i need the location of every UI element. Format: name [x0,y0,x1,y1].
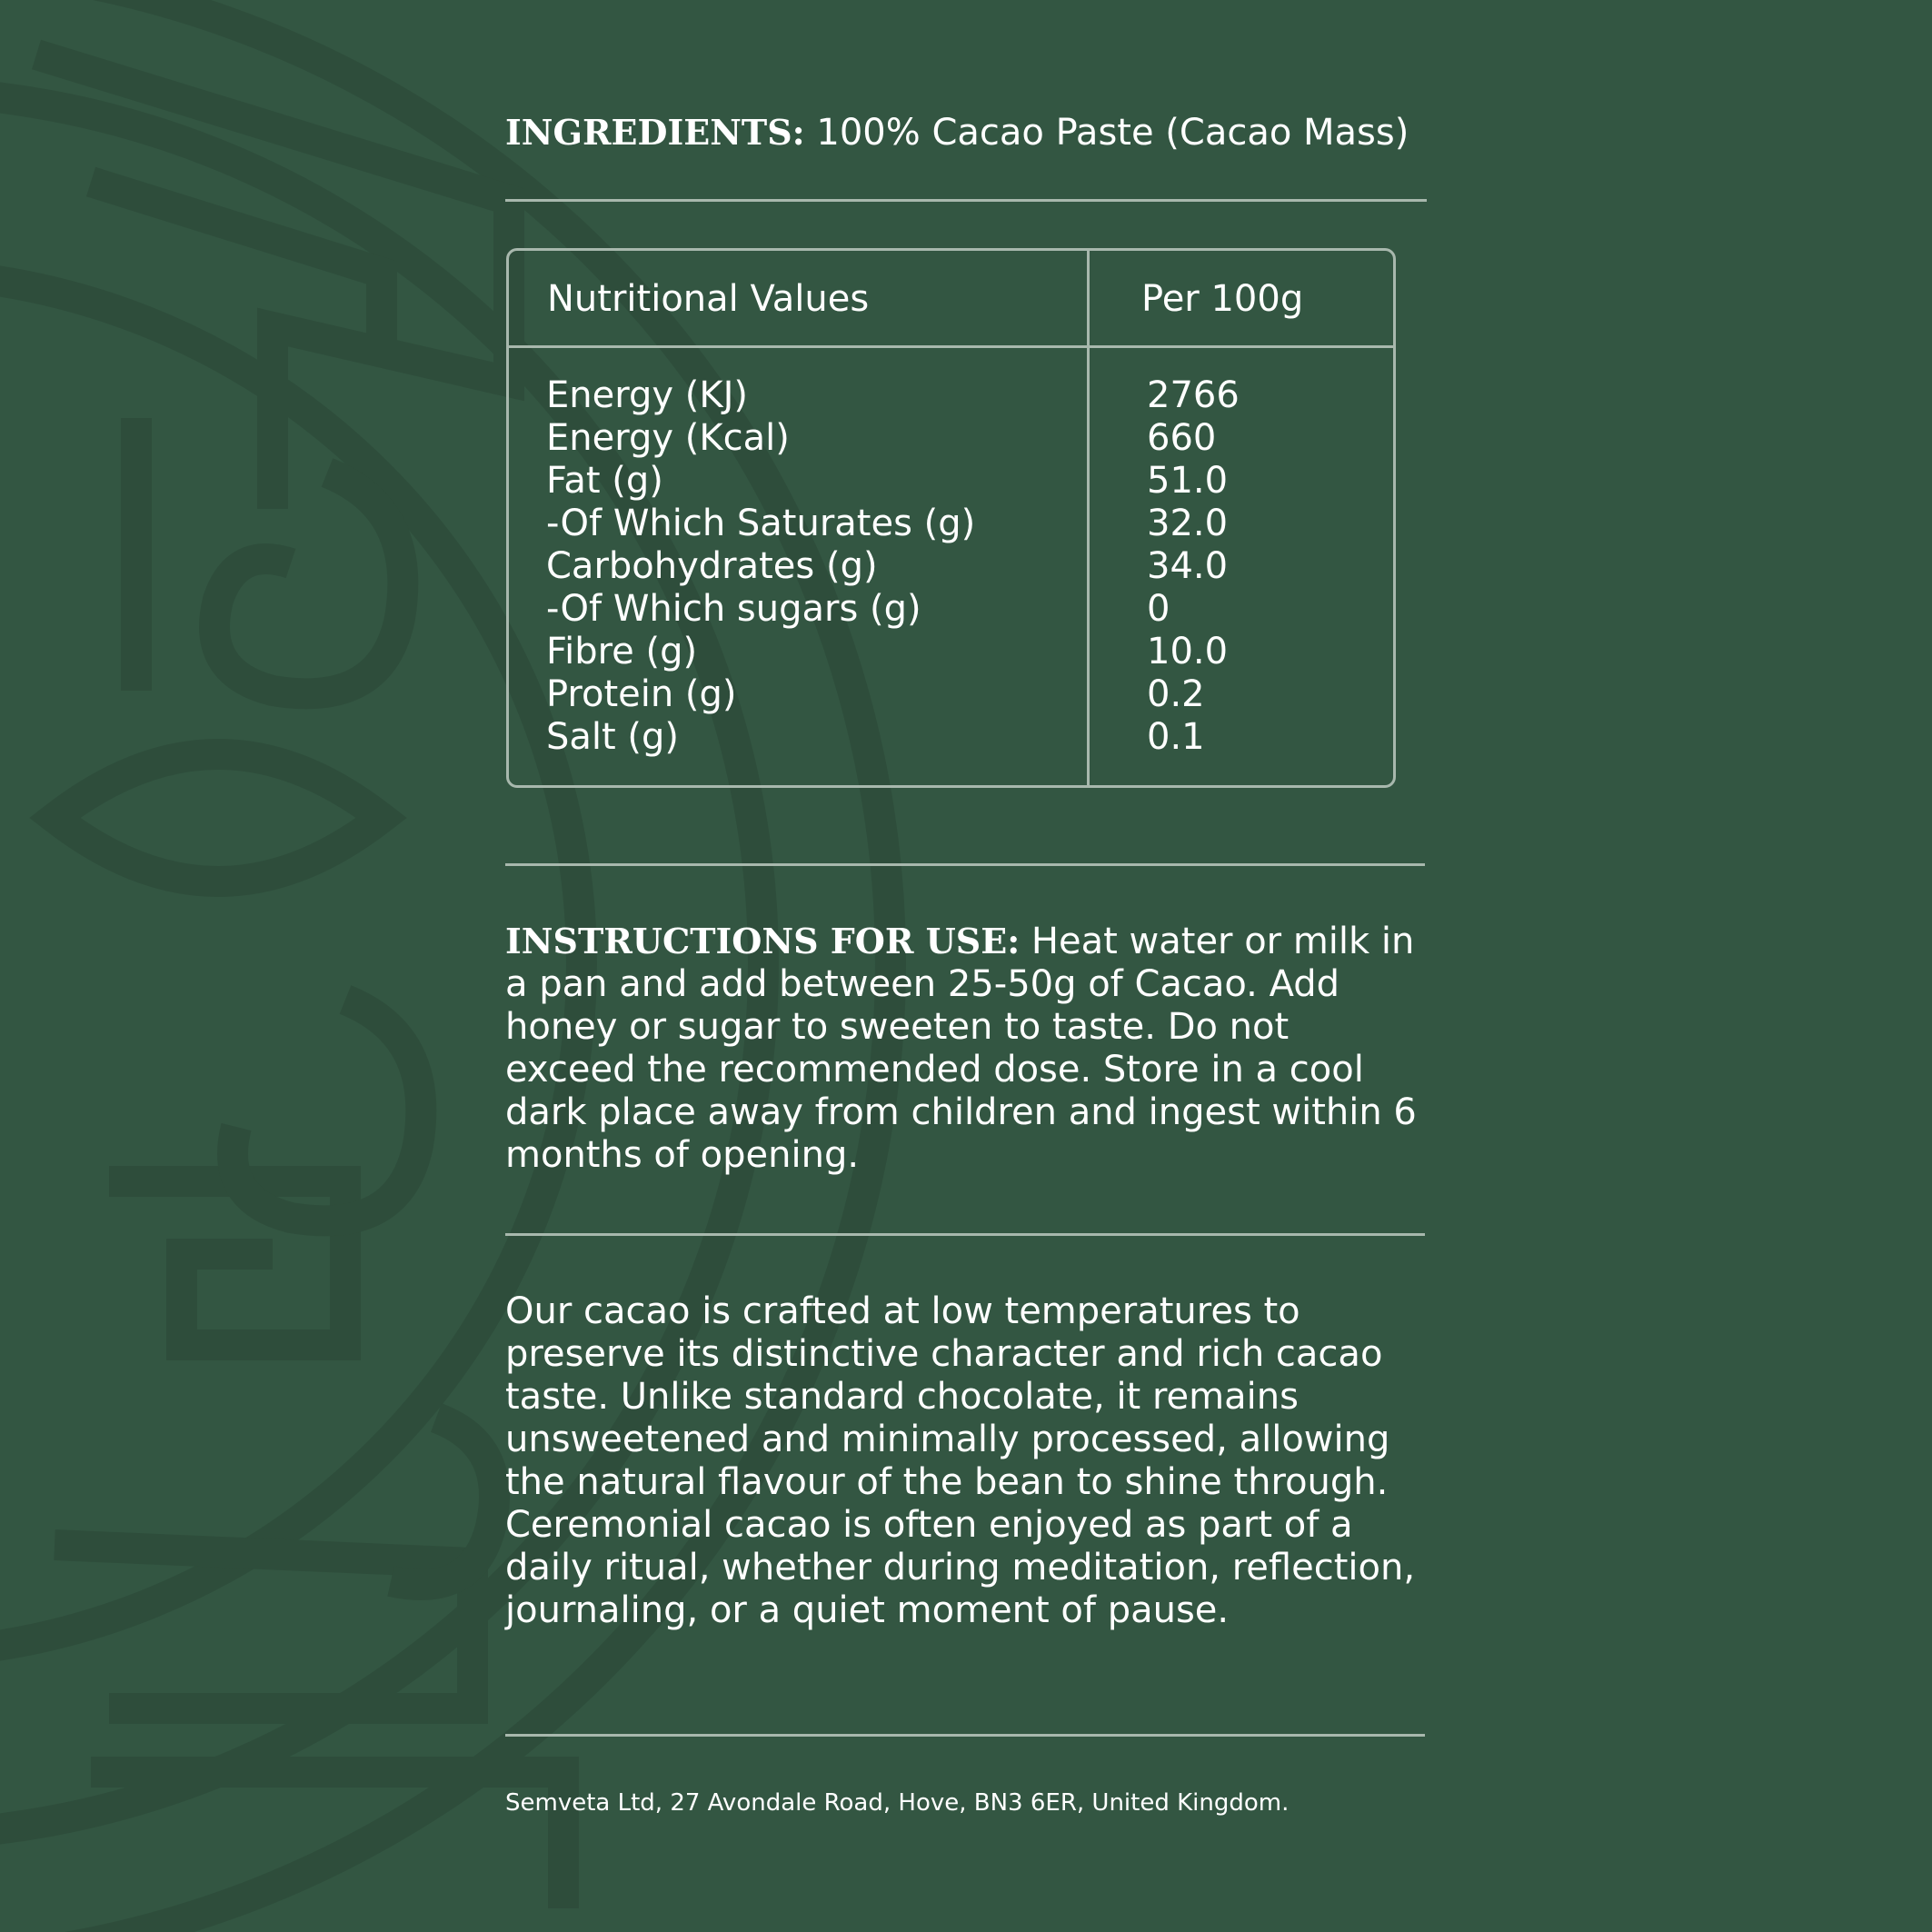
table-row [509,545,1393,588]
ingredients-line [505,107,1409,158]
divider [505,863,1425,866]
row-label: -Of Which Saturates (g) [546,503,976,544]
row-label: Fibre (g) [546,631,698,672]
row-label: Energy (Kcal) [546,417,790,459]
instructions-paragraph [505,920,1425,1177]
divider [505,1233,1425,1236]
row-value: 660 [1147,417,1217,459]
row-value: 0 [1147,588,1170,630]
row-value: 34.0 [1147,545,1229,587]
table-row [509,631,1393,673]
nutrition-rows [509,374,1393,759]
ingredients-label: INGREDIENTS: [505,112,805,153]
row-label: -Of Which sugars (g) [546,588,921,630]
divider [505,1734,1425,1737]
nutrition-header-right: Per 100g [1141,278,1304,320]
row-value: 0.2 [1147,673,1205,715]
row-label: Fat (g) [546,460,663,502]
nutrition-table [506,248,1396,788]
row-label: Carbohydrates (g) [546,545,878,587]
table-row [509,716,1393,759]
table-row [509,673,1393,716]
table-row [509,374,1393,417]
table-header-divider [509,345,1393,348]
table-row [509,503,1393,545]
instructions-label: INSTRUCTIONS FOR USE: [505,921,1021,961]
row-value: 2766 [1147,374,1240,416]
table-row [509,460,1393,503]
row-value: 32.0 [1147,503,1229,544]
about-paragraph: Our cacao is crafted at low temperatures to preserve its distinctive character and rich cacao taste. Unlike standard chocolate, it remains unsweetened and minimally processed, allowing the natural flavour of the bean to shine through. Ceremonial cacao is often enjoyed as part of a daily ritual, whether during meditation, reflection, journaling, or a quiet moment of pause. [505,1290,1416,1631]
row-value: 0.1 [1147,716,1205,758]
nutrition-header-left: Nutritional Values [547,278,870,320]
row-label: Energy (KJ) [546,374,748,416]
row-label: Protein (g) [546,673,737,715]
row-label: Salt (g) [546,716,680,758]
instructions-text: Heat water or milk in a pan and add between 25-50g of Cacao. Add honey or sugar to sweeten to taste. Do not exceed the recommended dose. Store in a cool dark place away from children and ingest within 6 months of opening. [505,921,1417,1176]
table-row [509,588,1393,631]
row-value: 10.0 [1147,631,1229,672]
ingredients-text: 100% Cacao Paste (Cacao Mass) [804,112,1409,154]
row-value: 51.0 [1147,460,1229,502]
table-row [509,417,1393,460]
company-address: Semveta Ltd, 27 Avondale Road, Hove, BN3 6ER, United Kingdom. [505,1789,1290,1817]
divider [505,199,1427,202]
